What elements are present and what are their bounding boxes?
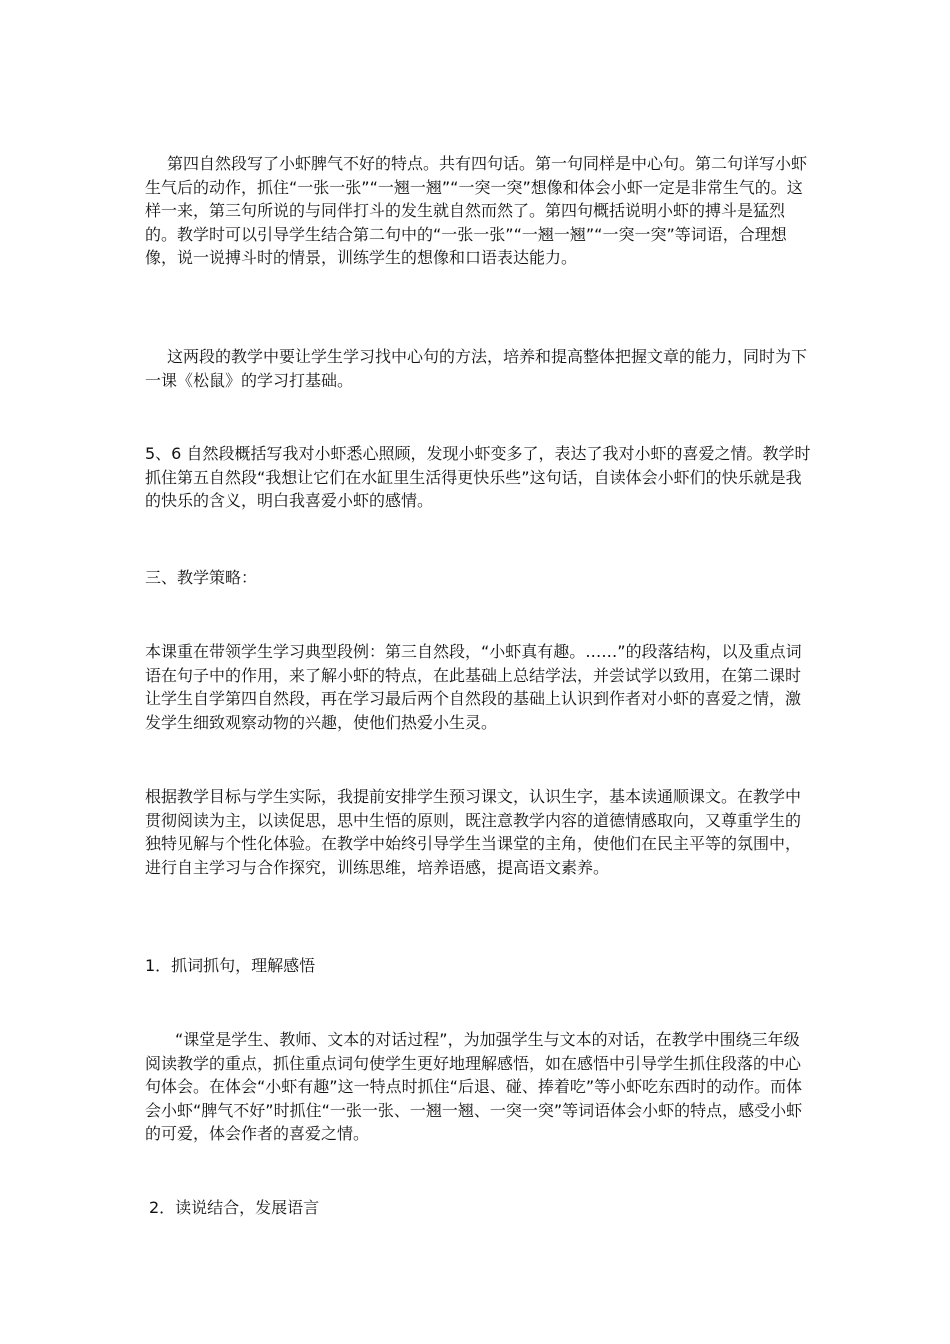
paragraph-teaching-goals: 根据教学目标与学生实际，我提前安排学生预习课文，认识生字，基本读通顺课文。在教学中贯彻阅读为主，以读促思，思中生悟的原则，既注意教学内容的道德情感取向，又尊重学生的独特见解与个性化体验。在教学中始终引导学生当课堂的主角，使他们在民主平等的氛围中，进行自主学习与合作探究，训练思维，培养语感，提高语文素养。 bbox=[145, 787, 802, 877]
section-heading-teaching-strategy: 三、教学策略： bbox=[145, 568, 258, 587]
paragraph-sections-five-six: 5、6 自然段概括写我对小虾悉心照顾，发现小虾变多了，表达了我对小虾的喜爱之情。教学时抓住第五自然段“我想让它们在水缸里生活得更快乐些”这句话，自读体会小虾们的快乐就是我的快乐的含义，明白我喜爱小虾的感情。 bbox=[145, 444, 811, 510]
paragraph-fourth-section: 第四自然段写了小虾脾气不好的特点。共有四句话。第一句同样是中心句。第二句详写小虾生气后的动作，抓住“一张一张”“一翘一翘”“一突一突”想像和体会小虾一定是非常生气的。这样一来，第三句所说的与同伴打斗的发生就自然而然了。第四句概括说明小虾的搏斗是猛烈的。教学时可以引导学生结合第二句中的“一张一张”“一翘一翘”“一突一突”等词语，合理想像，说一说搏斗时的情景，训练学生的想像和口语表达能力。 bbox=[145, 154, 808, 267]
subheading-read-and-speak: 2．读说结合，发展语言 bbox=[149, 1198, 320, 1217]
paragraph-lesson-focus: 本课重在带领学生学习典型段例：第三自然段，“小虾真有趣。……”的段落结构，以及重点词语在句子中的作用，来了解小虾的特点，在此基础上总结学法，并尝试学以致用，在第二课时让学生自学第四自然段，再在学习最后两个自然段的基础上认识到作者对小虾的喜爱之情，激发学生细致观察动物的兴趣，使他们热爱小生灵。 bbox=[145, 642, 802, 732]
paragraph-central-sentence-method: 这两段的教学中要让学生学习找中心句的方法，培养和提高整体把握文章的能力，同时为下一课《松鼠》的学习打基础。 bbox=[145, 347, 808, 390]
subheading-grasp-words: 1．抓词抓句，理解感悟 bbox=[145, 956, 316, 975]
paragraph-classroom-dialogue: “课堂是学生、教师、文本的对话过程”，为加强学生与文本的对话，在教学中围绕三年级阅读教学的重点，抓住重点词句使学生更好地理解感悟，如在感悟中引导学生抓住段落的中心句体会。在体会“小虾有趣”这一特点时抓住“后退、碰、捧着吃”等小虾吃东西时的动作。而体会小虾“脾气不好”时抓住“一张一张、一翘一翘、一突一突”等词语体会小虾的特点，感受小虾的可爱，体会作者的喜爱之情。 bbox=[145, 1030, 803, 1143]
